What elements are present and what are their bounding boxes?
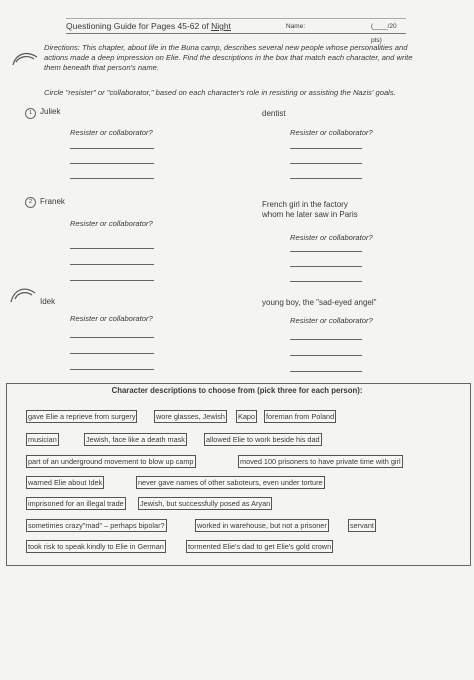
description-chip[interactable]: Jewish, face like a death mask xyxy=(86,435,185,444)
answer-line[interactable] xyxy=(70,353,154,354)
points-label: (____/20 pts) xyxy=(371,23,397,44)
answer-line[interactable] xyxy=(70,337,154,338)
description-chip[interactable]: sometimes crazy"mad" – perhaps bipolar? xyxy=(28,521,165,530)
answer-line[interactable] xyxy=(70,280,154,281)
box-heading: Character descriptions to choose from (pick three for each person): xyxy=(111,386,363,395)
number-badge: 2 xyxy=(25,197,36,208)
pencil-mark-icon xyxy=(10,48,40,68)
circle-instruction: Circle "resister" or "collaborator," based on each character's role in resisting or assisting the Nazis' goals. xyxy=(44,88,396,97)
title-prefix: Questioning Guide for Pages 45-62 of xyxy=(66,21,212,31)
number-badge: 1 xyxy=(25,108,36,119)
description-chip[interactable]: never gave names of other saboteurs, even under torture xyxy=(138,478,323,487)
resister-question: Resister or collaborator? xyxy=(70,219,153,228)
answer-line[interactable] xyxy=(70,163,154,164)
answer-line[interactable] xyxy=(290,371,362,372)
description-chip[interactable]: allowed Elie to work beside his dad xyxy=(206,435,320,444)
character-name-young-boy: young boy, the "sad-eyed angel" xyxy=(262,298,377,307)
description-chip[interactable]: gave Elie a reprieve from surgery xyxy=(28,412,136,421)
description-chip[interactable]: part of an underground movement to blow up camp xyxy=(28,457,194,466)
answer-line[interactable] xyxy=(70,264,154,265)
answer-line[interactable] xyxy=(290,251,362,252)
answer-line[interactable] xyxy=(290,163,362,164)
description-chip[interactable]: took risk to speak kindly to Elie in German xyxy=(28,542,164,551)
description-chip[interactable]: worked in warehouse, but not a prisoner xyxy=(197,521,327,530)
resister-question: Resister or collaborator? xyxy=(290,316,373,325)
description-chip[interactable]: Jewish, but successfully posed as Aryan xyxy=(140,499,271,508)
pencil-mark-icon xyxy=(8,283,38,305)
answer-line[interactable] xyxy=(70,248,154,249)
resister-question: Resister or collaborator? xyxy=(70,128,153,137)
character-name-idek: Idek xyxy=(40,297,56,306)
name-label: Name: xyxy=(286,23,306,30)
description-chip[interactable]: moved 100 prisoners to have private time with girl xyxy=(240,457,401,466)
resister-question: Resister or collaborator? xyxy=(290,128,373,137)
answer-line[interactable] xyxy=(70,148,154,149)
answer-line[interactable] xyxy=(290,148,362,149)
answer-line[interactable] xyxy=(290,339,362,340)
page-title xyxy=(66,19,231,33)
answer-line[interactable] xyxy=(70,178,154,179)
answer-line[interactable] xyxy=(290,178,362,179)
resister-question: Resister or collaborator? xyxy=(290,233,373,242)
character-name-franek: Franek xyxy=(40,197,65,206)
description-chip[interactable]: warned Elie about Idek xyxy=(28,478,103,487)
description-chip[interactable]: wore glasses, Jewish xyxy=(156,412,225,421)
description-chip[interactable]: servant xyxy=(350,521,374,530)
title-bar xyxy=(66,18,406,44)
description-chip[interactable]: imprisoned for an illegal trade xyxy=(28,499,124,508)
description-chip[interactable]: foreman from Poland xyxy=(266,412,335,421)
answer-line[interactable] xyxy=(70,369,154,370)
directions: Directions: This chapter, about life in the Buna camp, describes several new people whose personalities and actions made a deep impression on Elie. Find the descriptions in the box that match each character, and write them beneath that person's name. xyxy=(44,43,413,72)
title-book: Night xyxy=(211,21,231,31)
character-name-french-girl: French girl in the factory xyxy=(262,200,348,209)
answer-line[interactable] xyxy=(290,266,362,267)
description-chip[interactable]: Kapo xyxy=(238,412,256,421)
description-chip[interactable]: tormented Elie's dad to get Elie's gold crown xyxy=(188,542,332,551)
description-chip[interactable]: musician xyxy=(28,435,57,444)
character-name-juliek: Juliek xyxy=(40,107,61,116)
answer-line[interactable] xyxy=(290,355,362,356)
character-name-french-girl-line2: whom he later saw in Paris xyxy=(262,210,358,219)
answer-line[interactable] xyxy=(290,281,362,282)
character-name-dentist: dentist xyxy=(262,109,286,118)
resister-question: Resister or collaborator? xyxy=(70,314,153,323)
